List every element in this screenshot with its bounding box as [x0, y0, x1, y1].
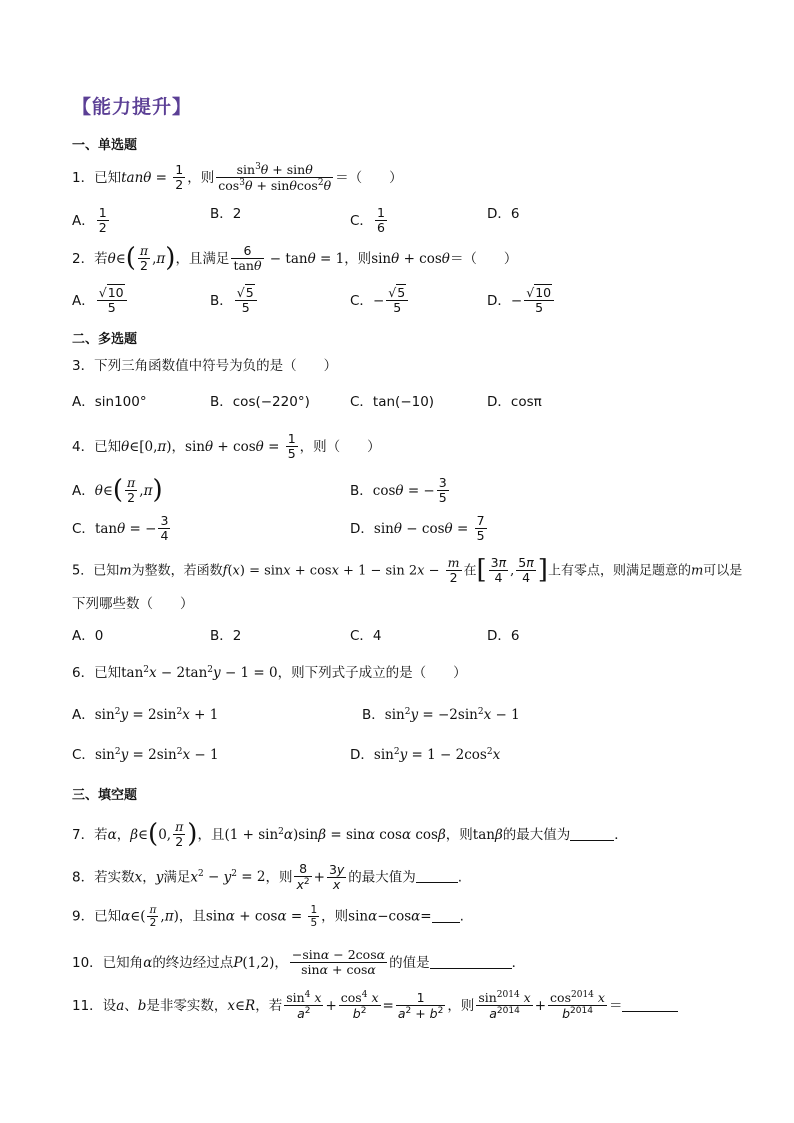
question-6: 6．已知$\tan^2x - 2\tan^2y - 1 = 0$，则下列式子成立的是（ ）: [72, 665, 467, 681]
q1-option-d: D．6: [487, 206, 520, 222]
q3-option-a: A．sin100°: [72, 394, 147, 410]
question-1: 1．已知tanθ = $\frac{1}{2}$ ，则 $\frac{\sin^3\theta + \sin\theta}{\cos^3\theta + \sin\theta\cos^2\theta}$ ＝（ ）: [72, 162, 403, 194]
q4-option-d: D．sinθ − cosθ = $\frac{7}{5}$: [350, 513, 485, 544]
question-4: 4．已知θ∈[0,π)，sinθ + cosθ = $\frac{1}{5}$ ，则（ ）: [72, 431, 381, 462]
q4-option-c: C．tanθ = − $\frac{3}{4}$: [72, 513, 169, 544]
section-heading-single-choice: 一、单选题: [72, 138, 138, 153]
question-10: 10．已知角α的终边经过点P(1,2)， $\frac{-\sin\alpha - 2\cos\alpha}{\sin\alpha + \cos\alpha}$ 的值是 ．: [72, 947, 526, 978]
q4-option-a: A．θ∈( $\frac{\pi}{2}$ ,π): [72, 475, 163, 506]
q2-option-d: D．− $\frac{√10}{5}$: [487, 286, 556, 316]
question-9: 9．已知α∈( $\frac{\pi}{2}$ ,π)，且sinα + cosα = $\frac{1}{5}$ ，则sinα−cosα= .: [72, 904, 464, 930]
page-title: 【能力提升】: [72, 96, 193, 118]
q2-option-b: B． $\frac{√5}{5}$: [210, 286, 259, 316]
q5-option-c: C．4: [350, 628, 382, 644]
question-8: 8．若实数x，y满足$x^2 - y^2 = 2$，则 $\frac{8}{x^2}$ + $\frac{3y}{x}$ 的最大值为 .: [72, 861, 463, 893]
question-5-line-2: 下列哪些数（ ）: [72, 596, 194, 612]
question-11: 11．设a、b是非零实数，x∈R，若 $\frac{\sin^4 x}{a^2}$ + $\frac{\cos^4 x}{b^2}$ = $\frac{1}{a^2 + b^2}$ ，则 $\frac{\sin^{2014} x}{a^{2014}}$ + $\frac{\cos^{2014} x}{b^{2014}}$ ＝: [72, 990, 678, 1022]
section-heading-fill-in: 三、填空题: [72, 788, 138, 803]
q4-option-b: B．cosθ = − $\frac{3}{5}$: [350, 475, 447, 506]
q5-option-d: D．6: [487, 628, 520, 644]
q3-option-d: D．cosπ: [487, 394, 542, 410]
q1-option-c: C． $\frac{1}{6}$: [350, 205, 385, 236]
q3-option-b: B．cos(−220°): [210, 394, 310, 410]
question-3: 3．下列三角函数值中符号为负的是（ ）: [72, 358, 338, 374]
q6-option-b: B．$\sin^2y = -2\sin^2x - 1$: [362, 707, 520, 723]
q5-option-a: A．0: [72, 628, 104, 644]
question-7: 7．若α，β∈(0, $\frac{\pi}{2}$ )，且$(1 + \sin^2\alpha)\sin\beta = \sin\alpha$ cosα cosβ，则tanβ的最大值为 ．: [72, 819, 628, 850]
q3-option-c: C．tan(−10): [350, 394, 435, 410]
section-heading-multi-choice: 二、多选题: [72, 332, 138, 347]
q2-option-a: A． $\frac{√10}{5}$: [72, 286, 129, 316]
q6-option-a: A．$\sin^2y = 2\sin^2x + 1$: [72, 707, 219, 723]
q5-option-b: B．2: [210, 628, 242, 644]
q6-option-c: C．$\sin^2y = 2\sin^2x - 1$: [72, 747, 219, 763]
q6-option-d: D．$\sin^2y = 1 - 2\cos^2x$: [350, 747, 501, 763]
q1-option-b: B．2: [210, 206, 242, 222]
q1-option-a: A． $\frac{1}{2}$: [72, 205, 107, 236]
question-2: 2．若θ∈( $\frac{\pi}{2}$ ,π)，且满足 $\frac{6}{\tan\theta}$ − tanθ = 1，则sinθ + cosθ＝（ ）: [72, 243, 518, 274]
question-5: 5．已知m为整数，若函数f(x) = sinx + cosx + 1 − sin 2x − $\frac{m}{2}$ 在[ $\frac{3\pi}{4}$ , $\frac{5\pi}{4}$ ]上有零点，则满足题意的m可以是: [72, 555, 743, 586]
q2-option-c: C．− $\frac{√5}{5}$: [350, 286, 410, 316]
